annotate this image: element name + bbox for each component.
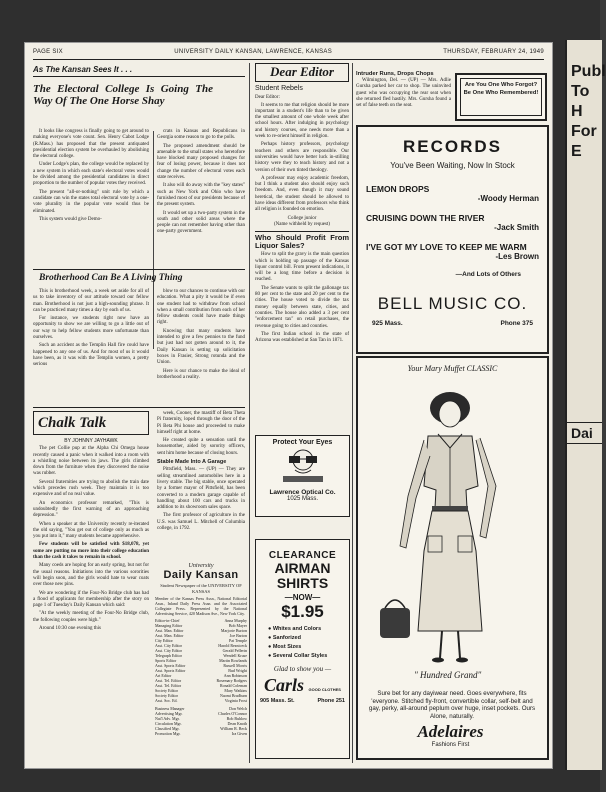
clearance-product-1: AIRMAN bbox=[274, 560, 331, 576]
staff-name: Virginia Frost bbox=[224, 698, 247, 703]
adjacent-page-edge bbox=[565, 40, 606, 770]
carls-logo bbox=[256, 675, 349, 696]
staff-name: Harold Rezniceck bbox=[218, 643, 247, 648]
staff-name: Bob Mayer bbox=[228, 623, 247, 628]
staff-name: Don Welch bbox=[229, 706, 247, 711]
staff-role: Asst. Tel. Editor bbox=[155, 683, 182, 688]
record-title: I'VE GOT MY LOVE TO KEEP ME WARM bbox=[366, 242, 527, 252]
staff-name: Marjorie Burton bbox=[220, 628, 247, 633]
brotherhood-column-1 bbox=[33, 289, 149, 371]
masthead-university: University bbox=[188, 563, 214, 569]
paragraph: For instance, we students right now have an opportunity to show we are willing to go a little out of our way to help fellow students more unfortunate than ourselves. bbox=[33, 316, 149, 341]
staff-name: Wendell Kruse bbox=[223, 653, 247, 658]
staff-name: Dean Knoth bbox=[227, 721, 247, 726]
paragraph: It looks like congress is finally going to get around to making everyone's vote count. Sen. Henry Cabot Lodge (R.Mass.) has proposed that the present antiquated presidential election system be overhauled by abolishing the electoral college. bbox=[33, 129, 149, 160]
staff-role: Sports Editor bbox=[155, 658, 177, 663]
paragraph: The first Indian school in the state of Arizona was established at San Tan in 1871. bbox=[255, 331, 349, 344]
paragraph: A professor may enjoy academic freedom, but I think a student also should enjoy such freedom. And, even though it may sound heretical, the student should be allowed to have ideas different from professors who think all religion is founded on emotion. bbox=[255, 175, 349, 213]
paragraph: Several fraternities are trying to abolish the train date which precedes rush week. They maintain it is too expensive and of no real value. bbox=[33, 479, 149, 498]
glasses-illustration bbox=[273, 446, 333, 484]
column-rule bbox=[249, 63, 250, 763]
staff-role: Asst. Sports Editor bbox=[155, 663, 186, 668]
chalk-talk-title: Chalk Talk bbox=[38, 415, 107, 431]
staff-role: Asst. City Editor bbox=[155, 648, 183, 653]
intruder-story bbox=[356, 71, 451, 111]
staff-role: Classified Mgr. bbox=[155, 726, 180, 731]
staff-role: City Editor bbox=[155, 638, 173, 643]
brotherhood-headline: Brotherhood Can Be A Living Thing bbox=[39, 273, 183, 283]
editorial-kicker: As The Kansan Sees It . . . bbox=[33, 65, 245, 77]
paragraph: The first professor of agriculture in the U.S. was Samuel L. Mitchell of Columbia college, in 1792. bbox=[157, 513, 245, 532]
staff-list bbox=[155, 618, 247, 703]
paragraph: When a speaker at the University recently re-iterated the old saying, "You get out of college only as much as you put into it," many students became apprehensive. bbox=[33, 521, 149, 540]
staff-role: Managing Editor bbox=[155, 623, 183, 628]
carls-name: Carls bbox=[264, 675, 305, 695]
records-ad bbox=[356, 125, 549, 354]
letter-signature: College junior bbox=[287, 215, 317, 221]
chalk-talk-continued bbox=[157, 411, 245, 534]
staff-role: Asst. City Editor bbox=[155, 643, 183, 648]
paragraph: How to split the gravy is the main question which is holding up passage of the Kansas liquor control bill. From present indications, it will be a long time before a decision is reached. bbox=[255, 252, 349, 283]
remember-ad bbox=[455, 73, 547, 121]
clearance-tagline: Glad to show you — bbox=[273, 665, 332, 673]
staff-name: Charles O'Connor bbox=[218, 711, 247, 716]
records-subheadline: You've Been Waiting, Now In Stock bbox=[390, 161, 515, 170]
remember-ad-inner bbox=[460, 78, 542, 116]
clearance-price: $1.95 bbox=[281, 602, 324, 621]
optical-store-name: Lawrence Optical Co. bbox=[269, 489, 336, 496]
letter-salutation: Dear Editor: bbox=[255, 95, 280, 101]
chalk-talk-byline: BY JOHNNY JAYHAWK bbox=[64, 438, 118, 444]
editorial-headline: The Electoral College Is Going The Way Of The One Horse Shay bbox=[33, 83, 213, 107]
masthead-info: Member of the Kansas Press Assn., National Editorial Assn., Inland Daily Press Assn. and the Associated Collegiate Press. Represented by the National Advertising Service, 420 Madison Ave., New York City. bbox=[155, 596, 247, 616]
staff-role: Asst. Soc. Ed. bbox=[155, 698, 178, 703]
staff-name: Bud Wright bbox=[228, 668, 247, 673]
staff-name: Ann Robinson bbox=[223, 673, 247, 678]
page-number: PAGE SIX bbox=[33, 49, 63, 55]
paragraph: Many coeds are hoping for an early spring, but not for the usual reasons. Initiations into the various sororities will begin soon, and the girls would hate to wear coats over those new pins. bbox=[33, 563, 149, 588]
staff-role: Society Editor bbox=[155, 688, 178, 693]
adelaires-tagline: Fashions First bbox=[431, 742, 470, 748]
paragraph: Here is our chance to make the ideal of brotherhood a reality. bbox=[157, 368, 245, 380]
paragraph: The present "all-or-nothing" unit rule by which a candidate can win the states total electoral vote by a one-vote plurality in the popular vote would thus be eliminated. bbox=[33, 189, 149, 214]
paragraph: "At the weekly meeting of the Four-No Bridge club, the following couples were high." bbox=[33, 611, 149, 623]
paragraph: Wilmington, Del. — (UP) — Mrs. Adlie Gursha parked her car to shop. The uninvited guest who was occupying the rear seat when she returned fled hastily. Mrs. Gursha found a set of false teeth on the seat. bbox=[356, 78, 451, 109]
letter-headline: Student Rebels bbox=[255, 85, 303, 93]
staff-name: Ronald Coleman bbox=[220, 683, 247, 688]
record-item bbox=[366, 184, 539, 203]
business-staff-list bbox=[155, 706, 247, 736]
record-artist: -Woody Herman bbox=[477, 194, 539, 203]
clearance-ad bbox=[255, 539, 350, 759]
paragraph: We are wondering if the Four-No Bridge club has had a flood of applicants for membership after the story on page 1 of Tuesday's Daily Kansan which said: bbox=[33, 590, 149, 609]
muffet-headline: Your Mary Muffet CLASSIC bbox=[407, 364, 498, 373]
record-item bbox=[366, 242, 539, 261]
masthead bbox=[155, 563, 247, 736]
staff-name: Pat Temple bbox=[229, 638, 247, 643]
records-song-list bbox=[358, 184, 547, 261]
paragraph: This system would give Demo- bbox=[39, 216, 102, 222]
staff-role: Art Editor bbox=[155, 673, 172, 678]
records-contact bbox=[358, 320, 547, 327]
record-title: CRUISING DOWN THE RIVER bbox=[366, 213, 485, 223]
staff-name: Russell Morris bbox=[223, 663, 247, 668]
staff-role: Advertising Mgr. bbox=[155, 711, 183, 716]
masthead-title: Daily Kansan bbox=[163, 569, 239, 581]
business-staff-row bbox=[155, 731, 247, 736]
paragraph: week, Cooner, the mastiff of Beta Theta Pi fraternity, loped through the door of the Pi Beta Phi house and proceeded to make himself right at home. bbox=[157, 411, 245, 435]
records-more: —And Lots of Others bbox=[455, 271, 521, 278]
staff-role: Society Editor bbox=[155, 693, 178, 698]
letter-signature-note: (Name withheld by request) bbox=[274, 221, 330, 227]
clearance-phone: Phone 251 bbox=[317, 698, 345, 704]
staff-name: William R. Beck bbox=[220, 726, 247, 731]
intruder-headline: Intruder Runs, Drops Chops bbox=[356, 71, 434, 77]
staff-name: Mary Watkins bbox=[224, 688, 247, 693]
brotherhood-column-2 bbox=[157, 289, 245, 383]
clearance-feature-item: ● Several Collar Styles bbox=[268, 653, 328, 659]
editorial-column-2 bbox=[157, 129, 245, 238]
staff-role: Asst. Sports Editor bbox=[155, 668, 186, 673]
staff-name: Joe Barton bbox=[229, 633, 247, 638]
record-artist: -Les Brown bbox=[495, 252, 539, 261]
records-headline: RECORDS bbox=[402, 137, 502, 156]
staff-name: Bob Buhlow bbox=[226, 716, 247, 721]
paragraph: It also will do away with the "key states" such as New York and Ohio who have furnished most of our presidents because of the present system. bbox=[157, 183, 245, 208]
chalk-talk-column bbox=[33, 411, 149, 634]
dress-style-name: " Hundred Grand" bbox=[414, 670, 482, 680]
clearance-product-2: SHIRTS bbox=[276, 575, 329, 591]
staff-name: Martin Rowlands bbox=[219, 658, 247, 663]
record-item bbox=[366, 213, 539, 232]
adelaires-logo: Adelaires bbox=[417, 722, 484, 741]
staff-name: Anna Murphy bbox=[224, 618, 247, 623]
editorial-section bbox=[33, 65, 245, 107]
section-rule bbox=[33, 407, 245, 408]
paragraph: The proposed amendment should be amenable to the small states who heretofore have blocked many proposed changes for fear of losing power, because it does not change the number of electoral votes each state receives. bbox=[157, 143, 245, 181]
newspaper-page bbox=[25, 43, 552, 768]
paragraph: Few students will be satisfied with $18,078, yet some are putting no more into their college education than the cash it takes to remain in school. bbox=[33, 542, 149, 561]
staff-role: Editor-in-Chief bbox=[155, 618, 180, 623]
clearance-feature-item: ● Whites and Colors bbox=[268, 626, 322, 632]
mary-muffet-ad bbox=[356, 356, 549, 760]
column-rule bbox=[153, 131, 154, 349]
paragraph: This is brotherhood week, a week set aside for all of us to take inventory of our attitude toward our fellow man. Brotherhood is not just a high-sounding phrase. It can be practiced many times a day by each of us. bbox=[33, 289, 149, 313]
stable-headline: Stable Made Into A Garage bbox=[157, 459, 227, 466]
staff-role: Asst. Man. Editor bbox=[155, 628, 184, 633]
optical-ad bbox=[255, 435, 350, 517]
muffet-description: Sure bet for any dayiwear need. Goes everywhere, fits 'everyone. Stitched fly-front, convertible collar, self-belt and gay, perky, all-around peplum over huge, inset pockets. Ours Alone, naturally. bbox=[368, 690, 536, 720]
records-phone: Phone 375 bbox=[500, 320, 533, 327]
optical-address: 1025 Mass. bbox=[286, 496, 319, 502]
staff-role: Promotion Mgr. bbox=[155, 731, 181, 736]
edge-fragment: To H bbox=[571, 83, 590, 120]
masthead-subtitle: Student Newspaper of the UNIVERSITY OF KANSAS bbox=[160, 583, 242, 594]
clearance-headline: CLEARANCE bbox=[268, 550, 337, 561]
issue-date: THURSDAY, FEBRUARY 24, 1949 bbox=[443, 49, 544, 55]
letters-column bbox=[255, 63, 349, 346]
column-rule bbox=[352, 63, 353, 763]
record-artist: -Jack Smith bbox=[494, 223, 539, 232]
staff-name: Rosemary Rodgers bbox=[216, 678, 247, 683]
edge-fragment: For E bbox=[571, 123, 597, 160]
staff-name: Ira Given bbox=[231, 731, 247, 736]
clearance-contact bbox=[256, 698, 349, 704]
staff-row bbox=[155, 698, 247, 703]
remember-ad-line-2: Be One Who Remembered! bbox=[463, 90, 539, 96]
paragraph: Under Lodge's plan, the college would be replaced by a new system in which each state's electoral votes would be divided among the presidential candidates in direct proportion to the number of popular votes they received. bbox=[33, 162, 149, 187]
clearance-features bbox=[256, 625, 349, 661]
chalk-talk-title-box bbox=[33, 411, 149, 435]
edge-fragment: Publ bbox=[571, 63, 606, 80]
liquor-headline: Who Should Profit From Liquor Sales? bbox=[255, 233, 349, 251]
section-rule bbox=[33, 269, 245, 270]
paragraph: Around 10:30 one evening this bbox=[39, 626, 101, 632]
paragraph: An economics professor remarked, "This is undoubtedly the first warning of an approaching depression." bbox=[33, 500, 149, 519]
paragraph: Knowing that many students have intended to give a few pennies to the fund but just had not gotten around to it, the Daily Kansan is setting up solicitation boxes in Frasier, Strong rotunda and the Union. bbox=[157, 328, 245, 366]
staff-role: Telegraph Editor bbox=[155, 653, 182, 658]
paragraph: It would set up a two-party system in the south and other solid areas where the people can not remember having other than one-party government. bbox=[157, 210, 245, 235]
remember-ad-line-1: Are You One Who Forgot? bbox=[464, 82, 538, 88]
bell-music-name: BELL MUSIC CO. bbox=[377, 294, 528, 313]
staff-role: Circulation Mgr. bbox=[155, 721, 182, 726]
paragraph: The Senate wants to split the gallonage tax 80 per cent to the state and 20 per cent to the cities. The house voted to divide the tax money equally between state, cities, and counties. The house also added a 3 per cent "enforcement tax" on retail purchases, the revenue going to cities and counties. bbox=[255, 285, 349, 329]
paragraph: crats in Kansas and Republicans in Georgia some reason to go to the polls. bbox=[157, 129, 245, 141]
dear-editor-title: Dear Editor bbox=[270, 64, 334, 79]
edge-fragment: Dai bbox=[567, 422, 602, 444]
staff-role: Business Manager bbox=[155, 706, 185, 711]
paper-name: UNIVERSITY DAILY KANSAN, LAWRENCE, KANSAS bbox=[174, 49, 333, 55]
dress-illustration bbox=[358, 376, 543, 666]
dear-editor-title-box bbox=[255, 63, 349, 82]
paragraph: He created quite a sensation until the housemother, aided by sorority officers, sent him home because of closing hours. bbox=[157, 438, 245, 456]
paragraph: It seems to me that religion should be more important in a student's life than to be given the smallest amount of one whole week after school hours. After indulging in psychology and history courses, one needs more than a week to re-orient himself in religion. bbox=[255, 102, 349, 140]
records-address: 925 Mass. bbox=[372, 320, 403, 327]
clearance-address: 905 Mass. St. bbox=[260, 698, 295, 704]
paragraph: The pet Collie pup at the Alpha Chi Omega house recently caused a panic when it walked into a room with a whistling noise between its jaws. The girls climbed down from the furniture when they discovered the noise was rubber. bbox=[33, 446, 149, 477]
record-title: LEMON DROPS bbox=[366, 184, 430, 194]
staff-role: Nat'l Adv. Mgr. bbox=[155, 716, 180, 721]
staff-name: Naomi Bradburn bbox=[220, 693, 247, 698]
clearance-feature-item: ● Sanforized bbox=[268, 635, 301, 641]
editorial-column-1 bbox=[33, 129, 149, 225]
page-header bbox=[33, 49, 544, 60]
staff-role: Asst. Man. Editor bbox=[155, 633, 184, 638]
carls-subtitle: GOOD CLOTHES bbox=[308, 687, 341, 692]
optical-ad-headline: Protect Your Eyes bbox=[272, 439, 333, 446]
paragraph: blow to our chances to continue with our education. What a pity it would be if even one student had to withdraw from school when a small contribution from each of her fellow students could have made things right. bbox=[157, 289, 245, 326]
clearance-feature-item: ● Most Sizes bbox=[268, 644, 302, 650]
paragraph: Perhaps history professors, psychology teachers and others are responsible. Our universities would have better luck in-stilling history were they to teach history and not a version of their own tinted theology. bbox=[255, 142, 349, 173]
clearance-now: —NOW— bbox=[284, 593, 321, 602]
staff-role: Asst. Tel. Editor bbox=[155, 678, 182, 683]
staff-name: Gerald Pellerin bbox=[222, 648, 247, 653]
paragraph: Pittsfield, Mass. — (UP) — They are selling streamlined automobiles here in a livery stable. The big stable, once operated by a former mayor of Pittsfield, has been converted to a modern garage capable of handling about 100 cars and trucks in addition to its showroom sales space. bbox=[157, 467, 245, 511]
paragraph: Such an accident as the Templin Hall fire could have happened to any one of us. And for most of us it would have been, as it was with the Templin women, a pretty serious bbox=[33, 343, 149, 368]
